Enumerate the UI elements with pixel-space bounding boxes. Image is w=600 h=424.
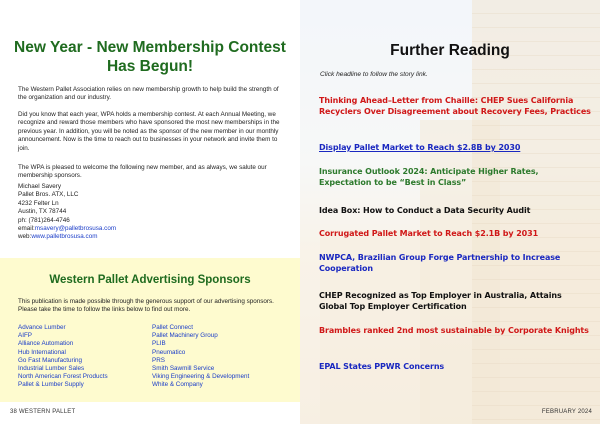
story-link[interactable]: Display Pallet Market to Reach $2.8B by 2030 xyxy=(319,143,521,152)
page-folio-left: 38 WESTERN PALLET xyxy=(10,409,76,415)
contact-web-label: web: xyxy=(18,233,32,241)
sponsor-link[interactable]: North American Forest Products xyxy=(18,373,108,381)
contest-title-line1: New Year - New Membership Contest xyxy=(14,39,286,56)
story-link[interactable]: Corrugated Pallet Market to Reach $2.1B by 2031 xyxy=(319,229,539,238)
sponsors-section xyxy=(0,258,300,402)
sponsor-link[interactable]: PRS xyxy=(152,356,165,364)
sponsor-link[interactable]: PLIB xyxy=(152,340,166,348)
sponsor-link[interactable]: Pallet & Lumber Supply xyxy=(18,381,84,389)
contact-name: Michael Savery xyxy=(18,183,62,190)
sponsors-title: Western Pallet Advertising Sponsors xyxy=(49,274,251,286)
sponsor-link[interactable]: Pallet Connect xyxy=(152,324,193,331)
contact-web-row xyxy=(18,233,218,241)
contact-email-link[interactable]: msavery@palletbrosusa.com xyxy=(34,225,117,233)
sponsor-link[interactable]: Advance Lumber xyxy=(18,324,66,331)
contact-street: 4232 Felter Ln xyxy=(18,199,59,207)
further-reading-title: Further Reading xyxy=(390,42,510,59)
contact-email-row xyxy=(18,225,218,233)
story-link[interactable]: EPAL States PPWR Concerns xyxy=(319,362,445,371)
sponsor-link[interactable]: Pneumatico xyxy=(152,348,186,356)
further-reading-instruction: Click headline to follow the story link. xyxy=(320,71,428,78)
sponsor-link[interactable]: White & Company xyxy=(152,381,203,389)
sponsors-column-2 xyxy=(152,324,249,390)
story-link[interactable]: CHEP Recognized as Top Employer in Australia, Attains Global Top Employer Certification xyxy=(319,291,562,311)
sponsor-link[interactable]: Pallet Machinery Group xyxy=(152,332,218,340)
sponsor-link[interactable]: Alliance Automation xyxy=(18,340,74,348)
sponsor-link[interactable]: Industrial Lumber Sales xyxy=(18,365,85,373)
contact-company: Pallet Bros. ATX, LLC xyxy=(18,191,79,199)
sponsor-link[interactable]: AIFP xyxy=(18,332,32,340)
story-link[interactable]: NWPCA, Brazilian Group Forge Partnership to Increase Cooperation xyxy=(319,253,561,273)
new-member-contact xyxy=(18,183,218,242)
intro-paragraph: The Western Pallet Association relies on new membership growth to help build the strength of the organization and our industry. xyxy=(18,86,279,102)
story-link[interactable]: Thinking Ahead–Letter from Chaille: CHEP Sues California Recyclers Over Disagreement about Recovery Fees, Practices xyxy=(319,96,591,116)
contact-phone: ph: (781)264-4746 xyxy=(18,216,70,224)
page-folio-right: FEBRUARY 2024 xyxy=(541,409,592,415)
sponsor-link[interactable]: Viking Engineering & Development xyxy=(152,373,250,381)
sponsor-link[interactable]: Hub International xyxy=(18,348,66,356)
story-link[interactable]: Insurance Outlook 2024: Anticipate Higher Rates, Expectation to be “Best in Class” xyxy=(319,167,539,187)
story-link[interactable]: Idea Box: How to Conduct a Data Security Audit xyxy=(319,206,531,215)
sponsors-column-1 xyxy=(18,324,108,390)
story-link[interactable]: Brambles ranked 2nd most sustainable by Corporate Knights xyxy=(319,326,589,335)
contact-city: Austin, TX 78744 xyxy=(18,208,67,216)
contest-title-line2: Has Begun! xyxy=(106,58,194,75)
contest-title xyxy=(14,38,286,76)
contact-email-label: email: xyxy=(18,225,35,233)
contact-web-link[interactable]: www.palletbrosusa.com xyxy=(31,233,98,241)
sponsor-link[interactable]: Go Fast Manufacturing xyxy=(18,356,83,364)
right-page xyxy=(300,0,600,424)
sponsor-link[interactable]: Smith Sawmill Service xyxy=(152,365,215,373)
sponsors-intro: This publication is made possible through the generous support of our advertising sponsors. Please take the time to follow the links below to find out more. xyxy=(18,298,274,314)
contest-paragraph: Did you know that each year, WPA holds a membership contest. At each Annual Meeting, we recognize and reward those members who have sponsored the most new memberships in the previous year. In addition, you will be noted as the sponsor of the new member in our monthly announcement. Now is the time to reach out to businesses in your network and invite them to join. xyxy=(18,111,280,152)
welcome-paragraph: The WPA is pleased to welcome the following new member, and as always, we salute our membership sponsors. xyxy=(18,164,267,180)
